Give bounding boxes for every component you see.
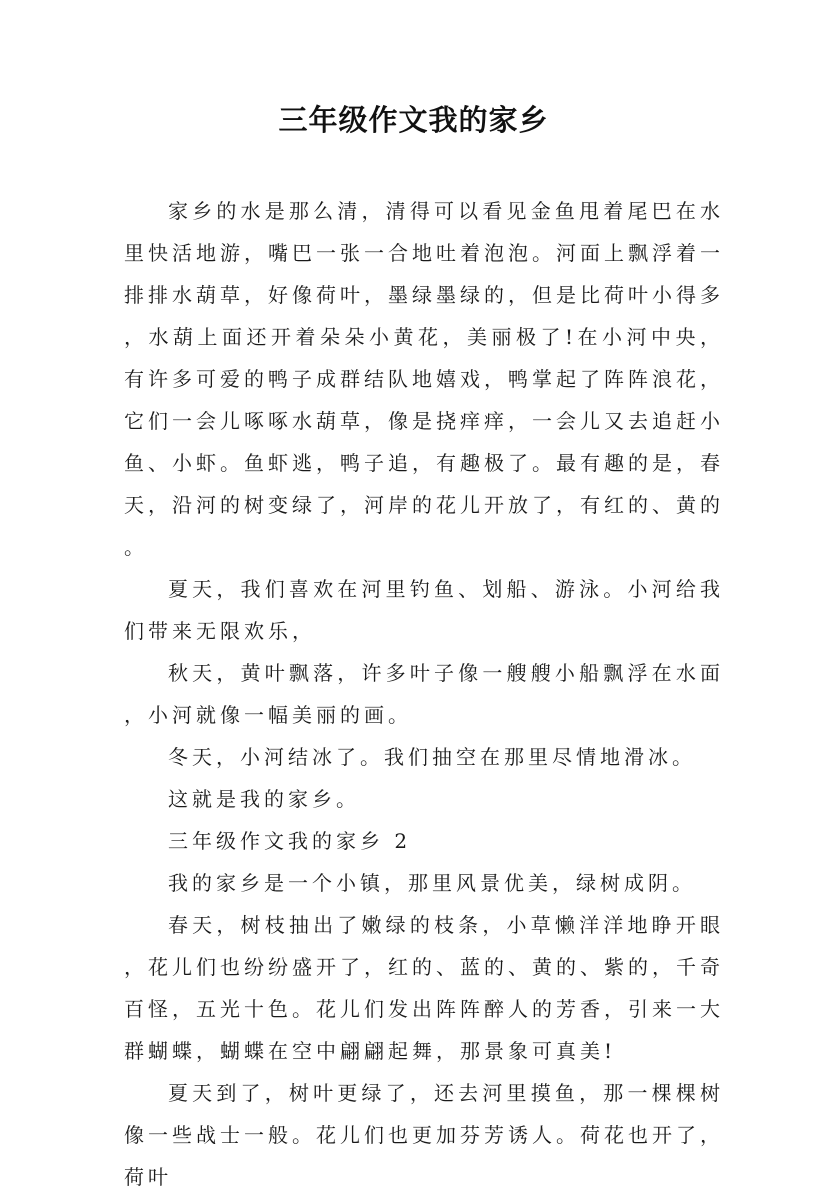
paragraph: 春天，树枝抽出了嫩绿的枝条，小草懒洋洋地睁开眼，花儿们也纷纷盛开了，红的、蓝的、黄的、紫的，千奇百怪，五光十色。花儿们发出阵阵醉人的芳香，引来一大群蝴蝶，蝴蝶在空中翩翩起舞，那景象可真美!: [124, 913, 724, 1063]
document-body: [124, 190, 724, 1198]
paragraph: 家乡的水是那么清，清得可以看见金鱼甩着尾巴在水里快活地游，嘴巴一张一合地吐着泡泡。河面上飘浮着一排排水葫草，好像荷叶，墨绿墨绿的，但是比荷叶小得多，水葫上面还开着朵朵小黄花，美丽极了!在小河中央，有许多可爱的鸭子成群结队地嬉戏，鸭掌起了阵阵浪花，它们一会儿啄啄水葫草，像是挠痒痒，一会儿又去追赶小鱼、小虾。鱼虾逃，鸭子追，有趣极了。最有趣的是，春天，沿河的树变绿了，河岸的花儿开放了，有红的、黄的。: [124, 199, 724, 559]
paragraph: 秋天，黄叶飘落，许多叶子像一艘艘小船飘浮在水面，小河就像一幅美丽的画。: [124, 661, 724, 727]
paragraph: 我的家乡是一个小镇，那里风景优美，绿树成阴。: [168, 871, 696, 895]
paragraph: 夏天到了，树叶更绿了，还去河里摸鱼，那一棵棵树像一些战士一般。花儿们也更加芬芳诱人。荷花也开了，荷叶: [124, 1081, 724, 1189]
section-heading: 三年级作文我的家乡 2: [168, 829, 412, 853]
paragraph: 这就是我的家乡。: [168, 787, 360, 811]
document-title: 三年级作文我的家乡: [278, 103, 549, 137]
paragraph: 夏天，我们喜欢在河里钓鱼、划船、游泳。小河给我们带来无限欢乐，: [124, 577, 724, 643]
paragraph: 冬天，小河结冰了。我们抽空在那里尽情地滑冰。: [168, 745, 696, 769]
